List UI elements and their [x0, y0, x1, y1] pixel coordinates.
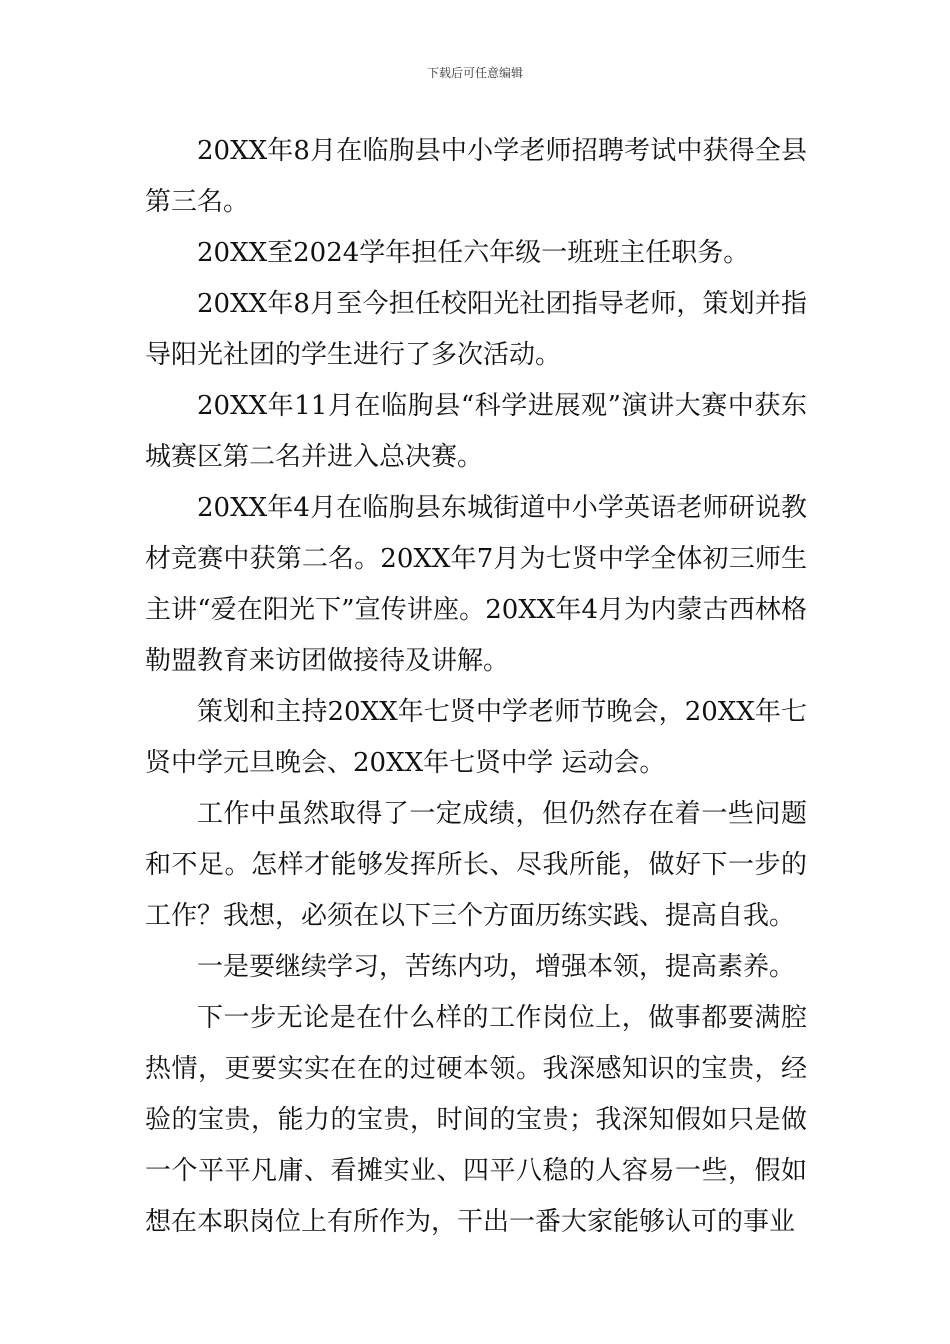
- paragraph-1: 20XX年8月在临朐县中小学老师招聘考试中获得全县第三名。: [145, 136, 807, 217]
- paragraph-7: 工作中虽然取得了一定成绩，但仍然存在着一些问题和不足。怎样才能够发挥所长、尽我所能，做好下一步的工作？我想，必须在以下三个方面历练实践、提高自我。: [145, 799, 807, 931]
- paragraph-2: 20XX至2024学年担任六年级一班班主任职务。: [197, 238, 750, 268]
- paragraph-3: 20XX年8月至今担任校阳光社团指导老师，策划并指导阳光社团的学生进行了多次活动。: [145, 289, 807, 370]
- page-header-note: 下载后可任意编辑: [426, 66, 523, 80]
- paragraph-9: 下一步无论是在什么样的工作岗位上，做事都要满腔热情，更要实实在在的过硬本领。我深感知识的宝贵，经验的宝贵，能力的宝贵，时间的宝贵；我深知假如只是做一个平平凡庸、看摊实业、四平八稳的人容易一些，假如想在本职岗位上有所作为，干出一番大家能够认可的事业: [145, 1003, 807, 1237]
- paragraph-5: 20XX年4月在临朐县东城街道中小学英语老师研说教材竞赛中获第二名。20XX年7月为七贤中学全体初三师生主讲“爱在阳光下”宣传讲座。20XX年4月为内蒙古西林格勒盟教育来访团做接待及讲解。: [145, 493, 807, 676]
- paragraph-4: 20XX年11月在临朐县“科学进展观”演讲大赛中获东城赛区第二名并进入总决赛。: [145, 391, 807, 472]
- document-body: [145, 126, 807, 1248]
- paragraph-8: 一是要继续学习，苦练内功，增强本领，提高素养。: [197, 952, 796, 982]
- paragraph-6: 策划和主持20XX年七贤中学老师节晚会，20XX年七贤中学元旦晚会、20XX年七贤中学 运动会。: [145, 697, 807, 778]
